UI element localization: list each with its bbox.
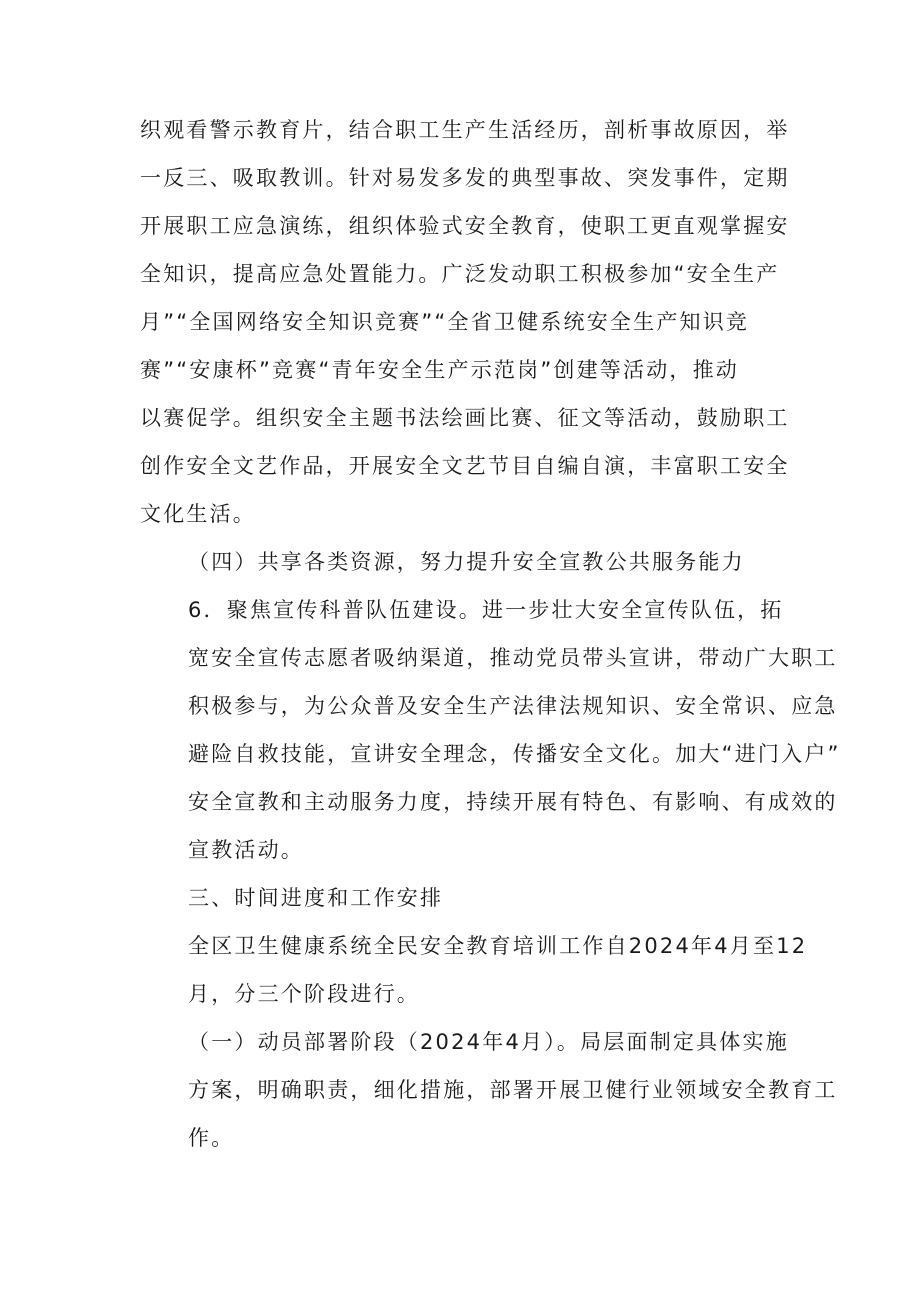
text-line: 避险自救技能，宣讲安全理念，传播安全文化。加大“进门入户” — [188, 742, 841, 766]
text-line: 月”“全国网络安全知识竞赛”“全省卫健系统安全生产知识竞 — [140, 310, 750, 334]
paragraph-p1 — [140, 106, 790, 538]
text-line: 月，分三个阶段进行。 — [188, 982, 420, 1006]
text-line: 积极参与，为公众普及安全生产法律法规知识、安全常识、应急 — [188, 694, 838, 718]
text-line: 织观看警示教育片，结合职工生产生活经历，剖析事故原因，举 — [140, 118, 790, 142]
paragraph-p6 — [140, 1018, 838, 1162]
text-line: （一）动员部署阶段（2024年4月）。局层面制定具体实施 — [188, 1030, 789, 1054]
paragraph-p3 — [140, 586, 841, 874]
text-line: 全知识，提高应急处置能力。广泛发动职工积极参加“安全生产 — [140, 262, 780, 286]
text-line: 文化生活。 — [140, 502, 256, 526]
text-line: 一反三、吸取教训。针对易发多发的典型事故、突发事件，定期 — [140, 166, 790, 190]
text-line: 宽安全宣传志愿者吸纳渠道，推动党员带头宣讲，带动广大职工 — [188, 646, 838, 670]
text-line: 开展职工应急演练，组织体验式安全教育，使职工更直观掌握安 — [140, 214, 790, 238]
text-line: 创作安全文艺作品，开展安全文艺节目自编自演，丰富职工安全 — [140, 454, 790, 478]
text-line: 6．聚焦宣传科普队伍建设。进一步壮大安全宣传队伍，拓 — [188, 598, 784, 622]
paragraph-p5 — [140, 922, 808, 1018]
text-line: 作。 — [188, 1126, 235, 1150]
paragraph-p4 — [140, 874, 786, 922]
paragraph-p2 — [140, 538, 786, 586]
document-body — [140, 106, 841, 1162]
text-line: 赛”“安康杯”竞赛“青年安全生产示范岗”创建等活动，推动 — [140, 358, 739, 382]
text-line: （四）共享各类资源，努力提升安全宣教公共服务能力 — [188, 550, 745, 574]
text-line: 全区卫生健康系统全民安全教育培训工作自2024年4月至12 — [188, 934, 808, 958]
text-line: 三、时间进度和工作安排 — [188, 886, 444, 910]
text-line: 方案，明确职责，细化措施，部署开展卫健行业领域安全教育工 — [188, 1078, 838, 1102]
text-line: 宣教活动。 — [188, 838, 304, 862]
text-line: 安全宣教和主动服务力度，持续开展有特色、有影响、有成效的 — [188, 790, 838, 814]
text-line: 以赛促学。组织安全主题书法绘画比赛、征文等活动，鼓励职工 — [140, 406, 790, 430]
